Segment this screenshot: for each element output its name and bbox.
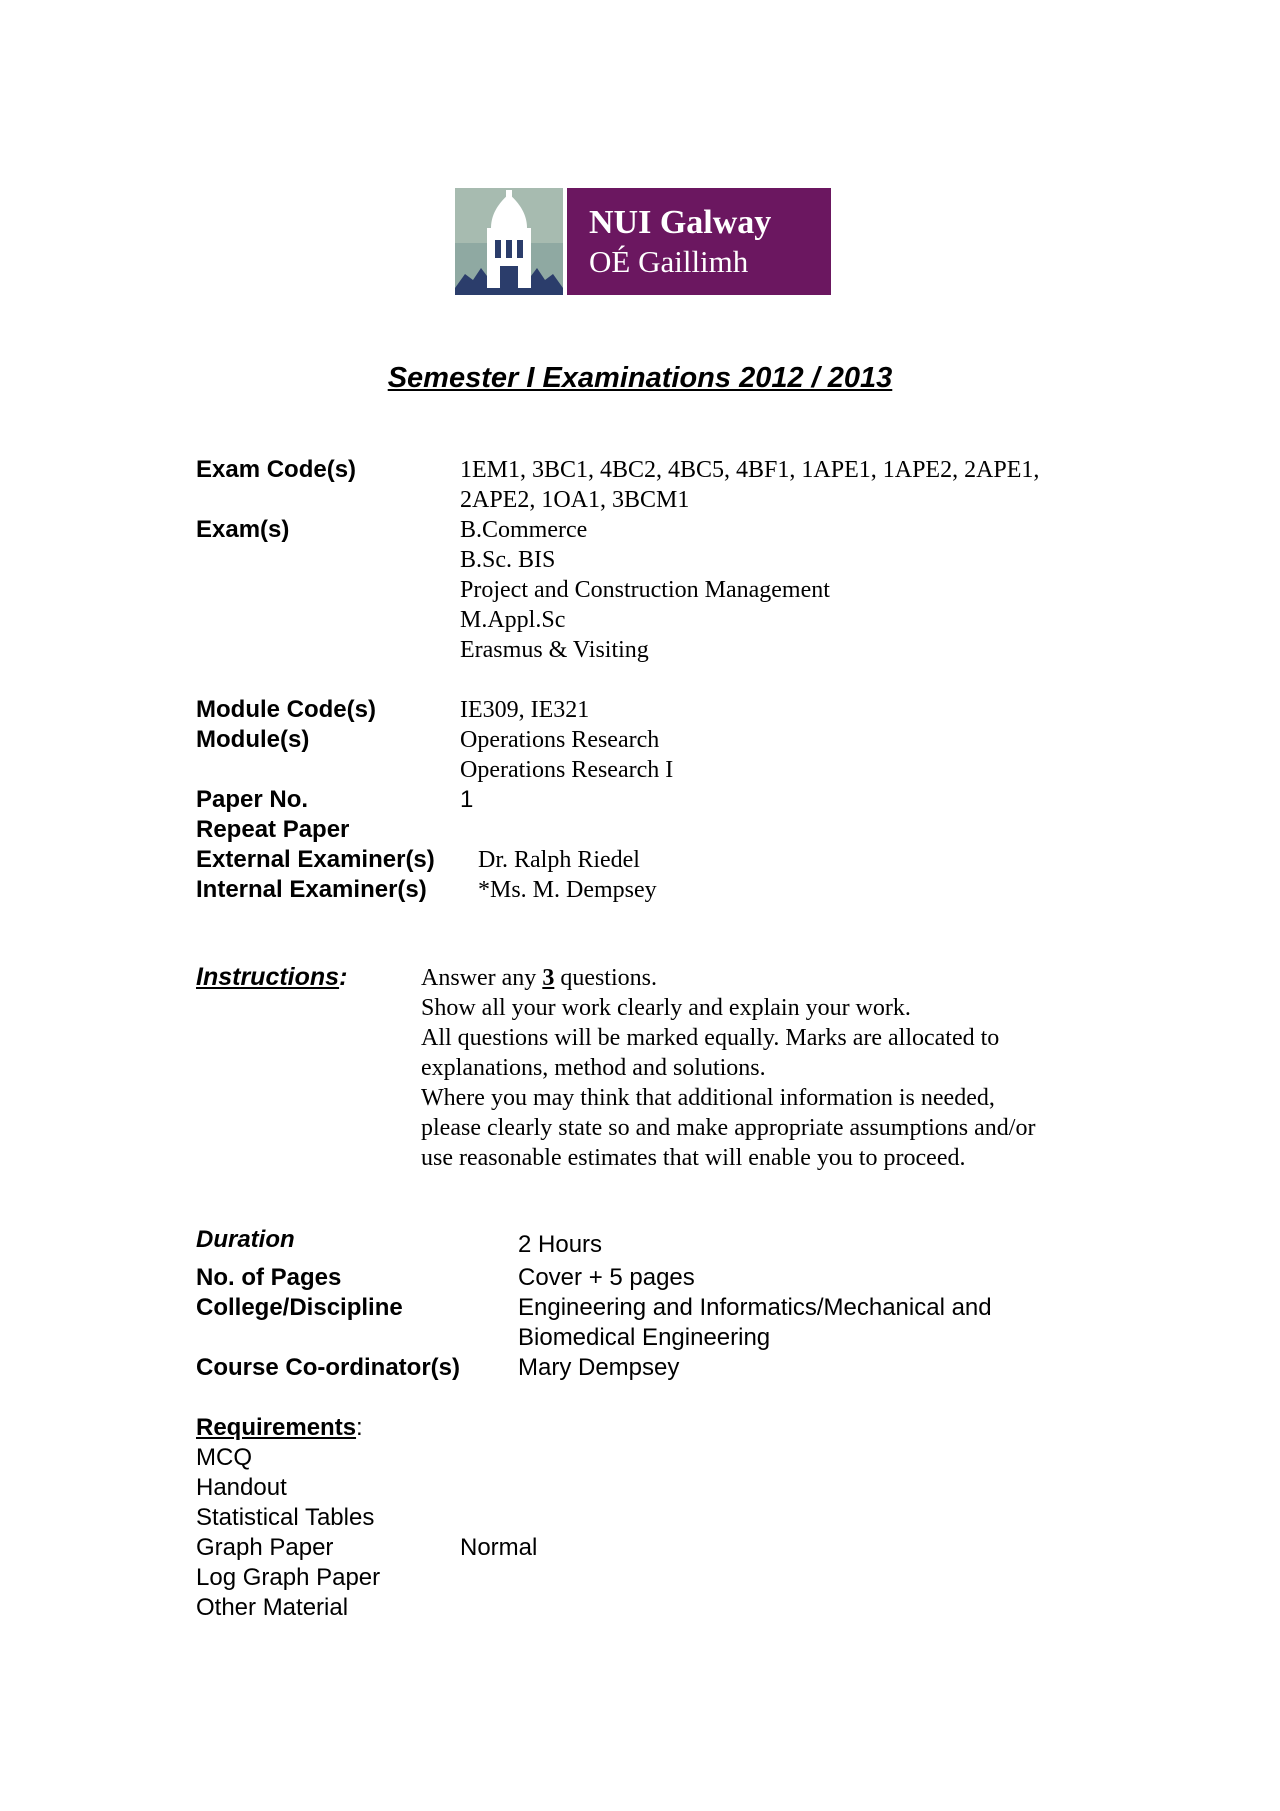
page-title xyxy=(0,362,1280,395)
internal-examiner-value: *Ms. M. Dempsey xyxy=(478,877,657,903)
pages-value: Cover + 5 pages xyxy=(518,1264,695,1291)
exam-codes-line-1: 1EM1, 3BC1, 4BC2, 4BC5, 4BF1, 1APE1, 1APE2, 2APE1, xyxy=(460,457,1040,483)
instruction-line-1-post: questions. xyxy=(554,965,657,991)
paper-no-value: 1 xyxy=(460,786,474,813)
graph-paper-value: Normal xyxy=(460,1534,538,1561)
module-codes-label: Module Code(s) xyxy=(196,696,376,723)
instructions-colon: : xyxy=(339,963,348,991)
exam-item: Erasmus & Visiting xyxy=(460,637,649,663)
exam-item: Project and Construction Management xyxy=(460,577,830,603)
logo-line-1: NUI Galway xyxy=(589,203,772,241)
exam-item: M.Appl.Sc xyxy=(460,607,566,633)
requirement-item: Other Material xyxy=(196,1594,349,1621)
coordinator-label: Course Co-ordinator(s) xyxy=(196,1354,460,1381)
requirements-label-text: Requirements xyxy=(196,1414,357,1441)
exam-item: B.Sc. BIS xyxy=(460,547,556,573)
college-label: College/Discipline xyxy=(196,1294,403,1321)
instruction-line-1-pre: Answer any xyxy=(421,965,543,991)
college-value-line-1: Engineering and Informatics/Mechanical and xyxy=(518,1294,992,1321)
exam-codes-label: Exam Code(s) xyxy=(196,456,357,483)
instructions-body xyxy=(421,963,1121,1173)
exam-item: B.Commerce xyxy=(460,517,588,543)
internal-examiner-label: Internal Examiner(s) xyxy=(196,876,427,903)
requirement-item: Statistical Tables xyxy=(196,1504,375,1531)
duration-label: Duration xyxy=(196,1226,295,1253)
instruction-line: Where you may think that additional information is needed, xyxy=(421,1085,995,1111)
requirements-colon: : xyxy=(356,1414,363,1441)
instructions-label xyxy=(196,963,347,992)
repeat-paper-label: Repeat Paper xyxy=(196,816,350,843)
coordinator-value: Mary Dempsey xyxy=(518,1354,680,1381)
modules-label: Module(s) xyxy=(196,726,310,753)
duration-value: 2 Hours xyxy=(518,1231,603,1258)
requirement-item: MCQ xyxy=(196,1444,252,1471)
module-item: Operations Research xyxy=(460,727,660,753)
requirements-label xyxy=(196,1413,363,1443)
external-examiner-label: External Examiner(s) xyxy=(196,846,435,873)
question-count: 3 xyxy=(542,965,555,991)
requirement-item: Graph Paper xyxy=(196,1534,334,1561)
module-codes-value: IE309, IE321 xyxy=(460,697,590,723)
instructions-label-text: Instructions xyxy=(196,963,340,991)
exam-codes-line-2: 2APE2, 1OA1, 3BCM1 xyxy=(460,487,690,513)
requirement-item: Log Graph Paper xyxy=(196,1564,381,1591)
pages-label: No. of Pages xyxy=(196,1264,342,1291)
instruction-line: explanations, method and solutions. xyxy=(421,1055,766,1081)
instruction-line: All questions will be marked equally. Marks are allocated to xyxy=(421,1025,1000,1051)
logo-line-2: OÉ Gaillimh xyxy=(589,243,749,279)
page-title-text: Semester I Examinations 2012 / 2013 xyxy=(387,362,893,394)
logo-wordmark xyxy=(567,188,831,295)
college-value-line-2: Biomedical Engineering xyxy=(518,1324,771,1351)
paper-no-label: Paper No. xyxy=(196,786,309,813)
instruction-line: Show all your work clearly and explain your work. xyxy=(421,995,911,1021)
instruction-line: please clearly state so and make appropriate assumptions and/or xyxy=(421,1115,1036,1141)
external-examiner-value: Dr. Ralph Riedel xyxy=(478,847,640,873)
instruction-line xyxy=(421,963,1121,993)
tower-icon xyxy=(455,188,563,295)
university-logo xyxy=(455,188,831,295)
requirement-item: Handout xyxy=(196,1474,287,1501)
instruction-line: use reasonable estimates that will enable you to proceed. xyxy=(421,1145,966,1171)
exams-label: Exam(s) xyxy=(196,516,290,543)
module-item: Operations Research I xyxy=(460,757,674,783)
